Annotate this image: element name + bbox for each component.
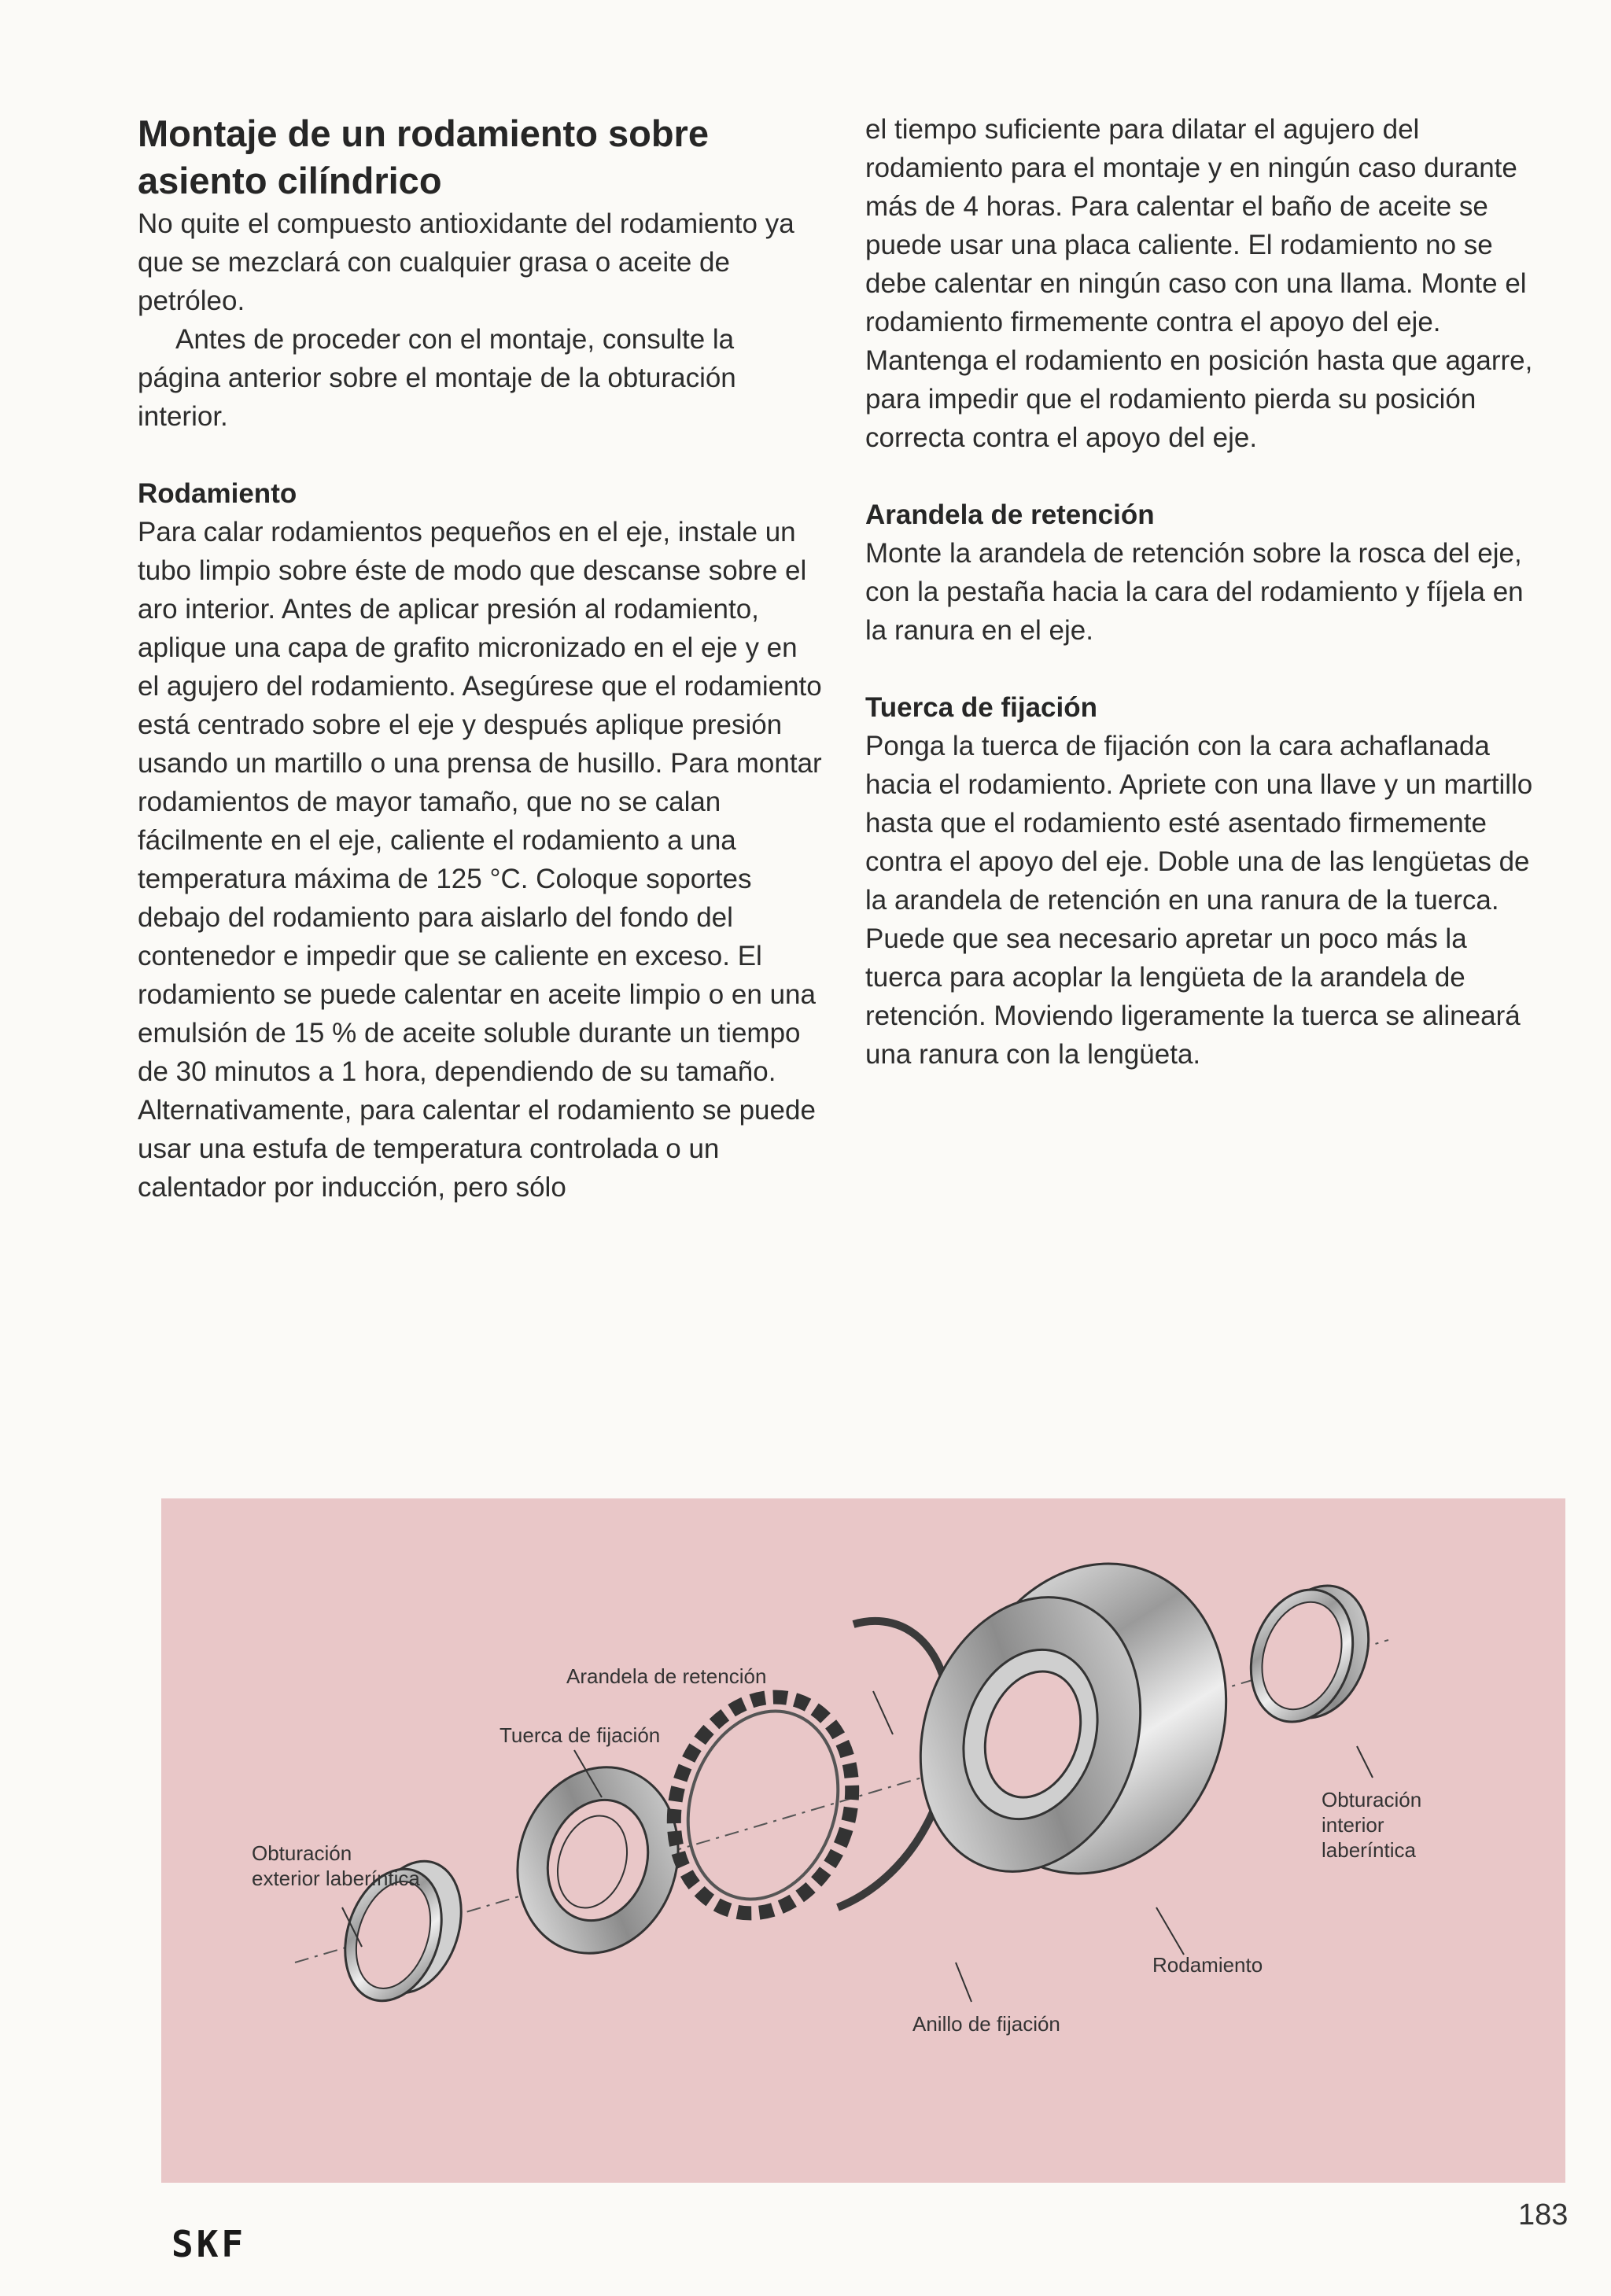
leader-obturacion-int [1357,1746,1373,1778]
bearing-part [887,1529,1266,1908]
continuation-paragraph: el tiempo suficiente para dilatar el agujero del rodamiento para el montaje y en ningún caso durante más de 4 horas. Para calentar el baño de aceite se puede usar una placa caliente. El rodamiento no se debe calentar en ningún caso con una llama. Monte el rodamiento firmemente contra el apoyo del eje. Mantenga el rodamiento en posición hasta que agarre, para impedir que el rodamiento pierda su posición correcta contra el apoyo del eje. [865,114,1533,453]
label-obturacion-int-3: laberíntica [1322,1838,1416,1862]
page-number: 183 [1518,2198,1569,2232]
label-tuerca: Tuerca de fijación [500,1723,661,1747]
intro-paragraph-2: Antes de proceder con el montaje, consulte la página anterior sobre el montaje de la obturación interior. [138,324,736,432]
right-column [865,110,1550,1074]
inner-labyrinth-seal-part [1234,1572,1384,1735]
label-rodamiento: Rodamiento [1152,1953,1263,1977]
label-arandela: Arandela de retención [566,1664,767,1688]
tuerca-heading: Tuerca de fijación [865,692,1097,723]
rodamiento-paragraph: Para calar rodamientos pequeños en el eje, instale un tubo limpio sobre éste de modo que descanse sobre el aro interior. Antes de aplicar presión al rodamiento, aplique una capa de grafito micronizado en el eje y en el agujero del rodamiento. Asegúrese que el rodamiento está centrado sobre el eje y después aplique presión usando un martillo o una prensa de husillo. Para montar rodamientos de mayor tamaño, que no se calan fácilmente en el eje, caliente el rodamiento a una temperatura máxima de 125 °C. Coloque soportes debajo del rodamiento para aislarlo del fondo del contenedor e impedir que se caliente en exceso. El rodamiento se puede calentar en aceite limpio o en una emulsión de 15 % de aceite soluble durante un tiempo de 30 minutos a 1 hora, dependiendo de su tamaño. Alternativamente, para calentar el rodamiento se puede usar una estufa de temperatura controlada o un calentador por inducción, pero sólo [138,517,822,1203]
arandela-heading: Arandela de retención [865,499,1155,530]
lock-washer-part [647,1674,879,1937]
intro-paragraph-1: No quite el compuesto antioxidante del rodamiento ya que se mezclará con cualquier grasa o aceite de petróleo. [138,208,794,316]
skf-logo: SKF [171,2223,247,2265]
assembly-illustration [161,1498,1565,2183]
leader-anillo [956,1962,971,2002]
exploded-assembly-figure [161,1498,1565,2183]
rodamiento-heading: Rodamiento [138,478,297,509]
leader-rodamiento [1156,1907,1184,1955]
label-obturacion-ext-1: Obturación [252,1841,352,1865]
label-obturacion-int-1: Obturación [1322,1788,1422,1811]
lock-nut-part [494,1746,702,1974]
leader-arandela [873,1691,893,1734]
arandela-paragraph: Monte la arandela de retención sobre la rosca del eje, con la pestaña hacia la cara del rodamiento y fíjela en la ranura en el eje. [865,538,1524,646]
left-column [138,110,822,1207]
label-obturacion-int-2: interior [1322,1813,1384,1837]
label-anillo: Anillo de fijación [912,2012,1060,2036]
label-obturacion-ext-2: exterior laberíntica [252,1867,420,1890]
tuerca-paragraph: Ponga la tuerca de fijación con la cara achaflanada hacia el rodamiento. Apriete con una llave y un martillo hasta que el rodamiento esté asentado firmemente contra el apoyo del eje. Doble una de las lengüetas de la arandela de retención en una ranura de la tuerca. Puede que sea necesario apretar un poco más la tuerca para acoplar la lengüeta de la arandela de retención. Moviendo ligeramente la tuerca se alineará una ranura con la lengüeta. [865,731,1533,1070]
page-title: Montaje de un rodamiento sobre asiento cilíndrico [138,112,709,201]
